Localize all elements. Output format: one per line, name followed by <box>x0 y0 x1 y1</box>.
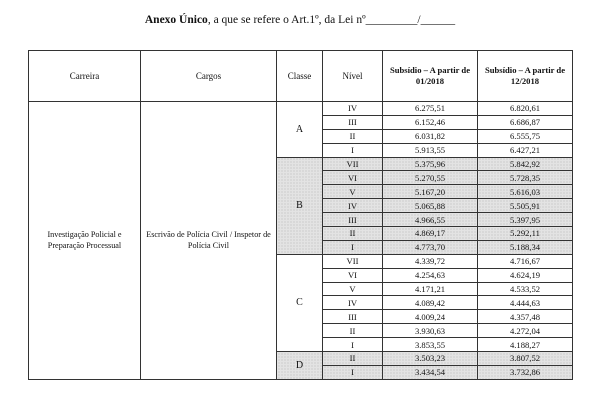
subsidio-01-cell: 6.152,46 <box>383 115 478 129</box>
classe-cell: D <box>277 352 323 380</box>
nivel-cell: IV <box>323 296 383 310</box>
subsidio-12-cell: 5.188,34 <box>478 240 573 254</box>
nivel-cell: III <box>323 310 383 324</box>
nivel-cell: V <box>323 282 383 296</box>
nivel-cell: III <box>323 213 383 227</box>
subsidio-12-cell: 4.624,19 <box>478 268 573 282</box>
subsidio-12-cell: 4.716,67 <box>478 254 573 268</box>
nivel-cell: II <box>323 129 383 143</box>
subsidio-01-cell: 4.254,63 <box>383 268 478 282</box>
nivel-cell: II <box>323 227 383 241</box>
classe-cell: B <box>277 157 323 254</box>
nivel-cell: IV <box>323 102 383 116</box>
subsidio-01-cell: 4.089,42 <box>383 296 478 310</box>
classe-cell: C <box>277 254 323 351</box>
subsidio-12-cell: 4.357,48 <box>478 310 573 324</box>
subsidio-12-cell: 3.732,86 <box>478 365 573 379</box>
nivel-cell: III <box>323 115 383 129</box>
header-subsidio-01-2018: Subsídio – A partir de 01/2018 <box>383 51 478 102</box>
subsidio-12-cell: 5.728,35 <box>478 171 573 185</box>
subsidio-12-cell: 6.820,61 <box>478 102 573 116</box>
title-bold: Anexo Único <box>144 14 208 26</box>
carreira-cell: Investigação Policial e Preparação Processual <box>29 102 141 380</box>
subsidio-12-cell: 6.555,75 <box>478 129 573 143</box>
subsidio-12-cell: 4.188,27 <box>478 338 573 352</box>
header-cargos: Cargos <box>141 51 277 102</box>
subsidio-12-cell: 5.616,03 <box>478 185 573 199</box>
subsidio-12-cell: 4.444,63 <box>478 296 573 310</box>
subsidio-01-cell: 5.065,88 <box>383 199 478 213</box>
nivel-cell: I <box>323 240 383 254</box>
subsidio-12-cell: 6.427,21 <box>478 143 573 157</box>
subsidio-12-cell: 5.397,95 <box>478 213 573 227</box>
salary-table <box>28 50 573 380</box>
subsidio-01-cell: 4.966,55 <box>383 213 478 227</box>
subsidio-01-cell: 5.375,96 <box>383 157 478 171</box>
table-row <box>29 102 573 116</box>
subsidio-01-cell: 5.167,20 <box>383 185 478 199</box>
subsidio-01-cell: 5.913,55 <box>383 143 478 157</box>
cargos-cell: Escrivão de Polícia Civil / Inspetor de Polícia Civil <box>141 102 277 380</box>
subsidio-12-cell: 5.505,91 <box>478 199 573 213</box>
subsidio-01-cell: 6.031,82 <box>383 129 478 143</box>
nivel-cell: VII <box>323 157 383 171</box>
nivel-cell: I <box>323 338 383 352</box>
nivel-cell: II <box>323 324 383 338</box>
table-body <box>29 102 573 380</box>
header-classe: Classe <box>277 51 323 102</box>
nivel-cell: I <box>323 365 383 379</box>
subsidio-01-cell: 5.270,55 <box>383 171 478 185</box>
subsidio-12-cell: 5.842,92 <box>478 157 573 171</box>
nivel-cell: VI <box>323 268 383 282</box>
subsidio-12-cell: 4.272,04 <box>478 324 573 338</box>
subsidio-01-cell: 4.171,21 <box>383 282 478 296</box>
nivel-cell: I <box>323 143 383 157</box>
nivel-cell: VI <box>323 171 383 185</box>
subsidio-01-cell: 4.009,24 <box>383 310 478 324</box>
nivel-cell: II <box>323 352 383 366</box>
nivel-cell: V <box>323 185 383 199</box>
subsidio-01-cell: 3.503,23 <box>383 352 478 366</box>
subsidio-12-cell: 5.292,11 <box>478 227 573 241</box>
nivel-cell: IV <box>323 199 383 213</box>
subsidio-01-cell: 4.339,72 <box>383 254 478 268</box>
subsidio-01-cell: 3.853,55 <box>383 338 478 352</box>
subsidio-12-cell: 6.686,87 <box>478 115 573 129</box>
header-subsidio-12-2018: Subsídio – A partir de 12/2018 <box>478 51 573 102</box>
header-carreira: Carreira <box>29 51 141 102</box>
classe-cell: A <box>277 102 323 158</box>
subsidio-12-cell: 4.533,52 <box>478 282 573 296</box>
nivel-cell: VII <box>323 254 383 268</box>
subsidio-12-cell: 3.807,52 <box>478 352 573 366</box>
subsidio-01-cell: 3.434,54 <box>383 365 478 379</box>
header-row <box>29 51 573 102</box>
subsidio-01-cell: 3.930,63 <box>383 324 478 338</box>
header-nivel: Nível <box>323 51 383 102</box>
subsidio-01-cell: 6.275,51 <box>383 102 478 116</box>
subsidio-01-cell: 4.869,17 <box>383 227 478 241</box>
page-title <box>0 14 600 26</box>
title-rest: , a que se refere o Art.1º, da Lei nº_________/______ <box>207 14 456 26</box>
subsidio-01-cell: 4.773,70 <box>383 240 478 254</box>
